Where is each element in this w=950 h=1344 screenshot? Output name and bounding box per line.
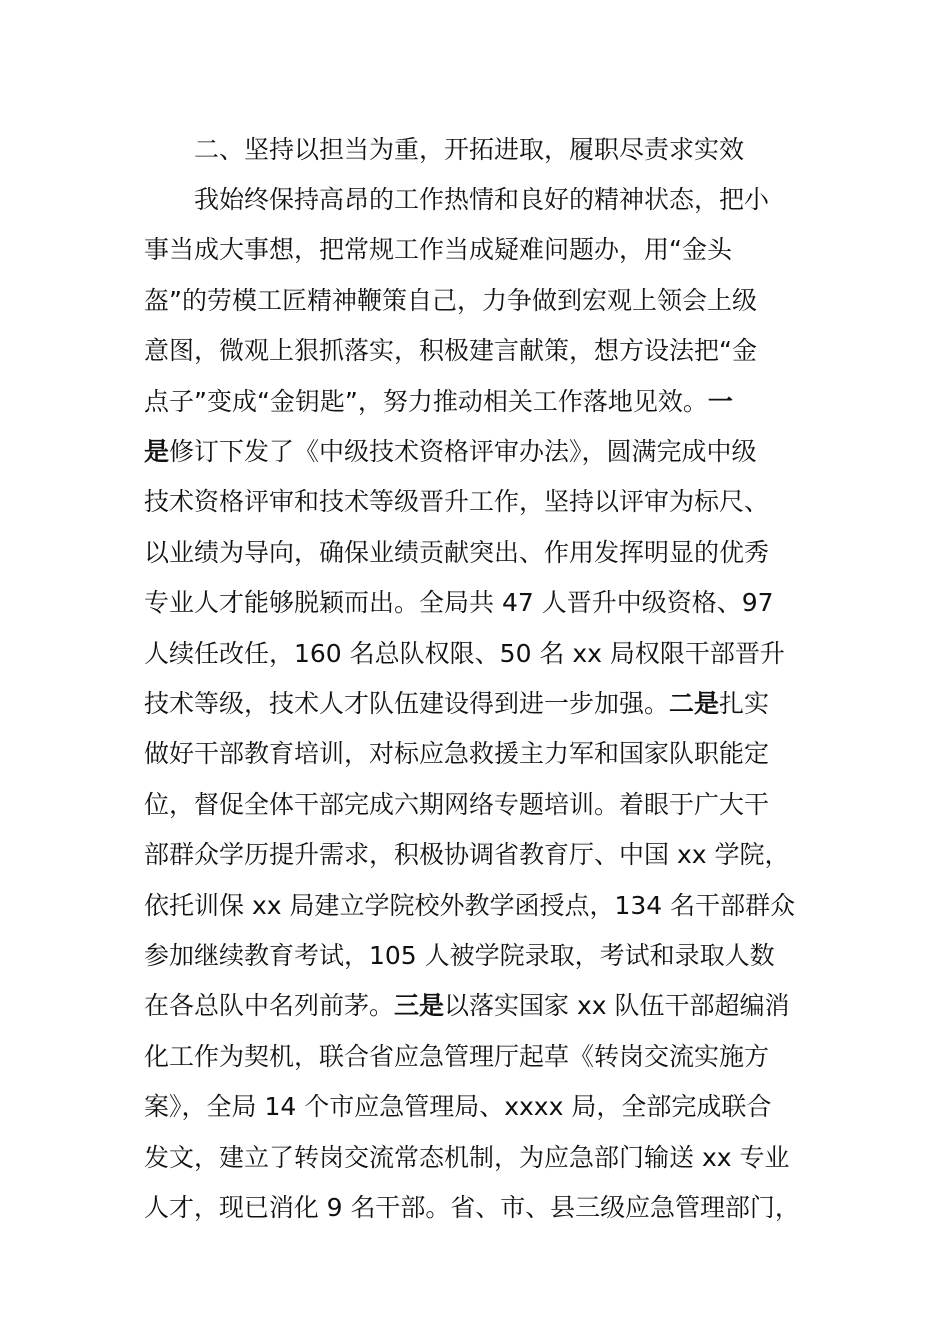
paragraph-line — [144, 686, 769, 722]
emphasis-text: 二是 — [669, 689, 720, 718]
line-text: 在各总队中名列前茅。 — [144, 991, 395, 1021]
line-text: 盔”的劳模工匠精神鞭策自己，力争做到宏观上领会上级 — [144, 285, 757, 315]
paragraph-line — [144, 585, 774, 621]
line-text: 事当成大事想，把常规工作当成疑难问题办，用“金头 — [144, 235, 732, 265]
paragraph-line — [144, 1089, 771, 1125]
line-text: 参加继续教育考试，105 人被学院录取，考试和录取人数 — [144, 941, 775, 970]
paragraph-line — [144, 232, 732, 268]
line-text: 依托训保 xx 局建立学院校外教学函授点，134 名干部群众 — [144, 890, 796, 920]
paragraph-line — [144, 384, 733, 420]
line-text: 以落实国家 xx 队伍干部超编消 — [444, 991, 790, 1021]
paragraph-line — [144, 787, 769, 823]
paragraph-line — [144, 837, 790, 873]
line-text: 意图，微观上狠抓落实，积极建言献策，想方设法把“金 — [144, 336, 757, 366]
line-text: 技术资格评审和技术等级晋升工作，坚持以评审为标尺、 — [144, 487, 770, 517]
line-text: 我始终保持高昂的工作热情和良好的精神状态，把小 — [194, 185, 770, 214]
paragraph-line — [144, 1039, 769, 1075]
line-text: 专业人才能够脱颖而出。全局共 47 人晋升中级资格、97 — [144, 588, 774, 618]
line-text: 部群众学历提升需求，积极协调省教育厅、中国 xx 学院， — [144, 840, 790, 870]
line-text: 点子”变成“金钥匙”，努力推动相关工作落地见效。 — [144, 386, 708, 416]
line-text: 案》，全局 14 个市应急管理局、xxxx 局，全部完成联合 — [144, 1092, 772, 1122]
paragraph-line — [144, 283, 757, 319]
section-heading: 二、坚持以担当为重，开拓进取，履职尽责求实效 — [194, 135, 745, 164]
paragraph-line — [144, 434, 757, 470]
paragraph-line — [144, 484, 769, 520]
paragraph-line — [144, 988, 790, 1024]
emphasis-text: 一 — [707, 386, 733, 416]
paragraph-line — [144, 938, 775, 974]
emphasis-text: 三是 — [394, 991, 445, 1021]
line-text: 做好干部教育培训，对标应急救援主力军和国家队职能定 — [144, 739, 770, 769]
paragraph-line — [144, 1190, 800, 1226]
line-text: 位，督促全体干部完成六期网络专题培训。着眼于广大干 — [144, 789, 770, 819]
line-text: 修订下发了《中级技术资格评审办法》，圆满完成中级 — [169, 437, 757, 466]
paragraph-line — [144, 736, 769, 772]
line-text: 技术等级，技术人才队伍建设得到进一步加强。 — [144, 689, 670, 718]
line-text: 扎实 — [719, 689, 770, 718]
line-text: 以业绩为导向，确保业绩贡献突出、作用发挥明显的优秀 — [144, 537, 770, 567]
line-text: 化工作为契机，联合省应急管理厅起草《转岗交流实施方 — [144, 1041, 770, 1071]
paragraph-line — [144, 1140, 790, 1176]
line-text: 发文，建立了转岗交流常态机制，为应急部门输送 xx 专业 — [144, 1142, 790, 1172]
paragraph-line — [144, 535, 769, 571]
paragraph-line — [144, 333, 757, 369]
paragraph-line — [144, 636, 785, 672]
paragraph-line — [194, 182, 769, 218]
paragraph-line — [144, 888, 795, 924]
line-text: 人续任改任，160 名总队权限、50 名 xx 局权限干部晋升 — [144, 638, 785, 668]
emphasis-text: 是 — [144, 437, 170, 466]
line-text: 人才，现已消化 9 名干部。省、市、县三级应急管理部门， — [144, 1193, 800, 1222]
